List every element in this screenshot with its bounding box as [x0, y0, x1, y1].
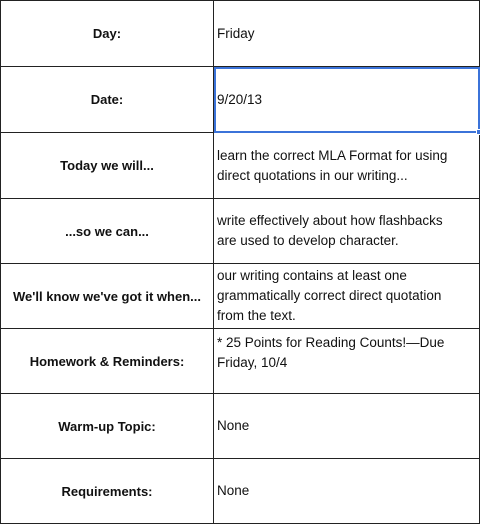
row-label-date[interactable]: Date: — [1, 67, 214, 133]
homework-value[interactable] — [214, 329, 480, 394]
value-line: 9/20/13 — [217, 91, 263, 107]
row-label-day[interactable]: Day: — [1, 1, 214, 67]
value-line: * 25 Points for Reading Counts!—Due — [217, 335, 445, 350]
requirements-value[interactable] — [214, 459, 480, 524]
value-line: Friday, 10/4 — [217, 355, 288, 370]
table-row — [1, 459, 480, 524]
warm-up-value[interactable] — [214, 394, 480, 459]
table-row — [1, 1, 480, 67]
selection-fill-handle[interactable] — [476, 129, 480, 135]
day-value[interactable] — [214, 1, 480, 67]
value-line: write effectively about how flashbacks — [217, 213, 443, 228]
value-line: None — [217, 418, 250, 433]
row-label-requirements[interactable]: Requirements: — [1, 459, 214, 524]
value-line: are used to develop character. — [217, 233, 399, 248]
table-row — [1, 264, 480, 329]
value-line: from the text. — [217, 308, 296, 323]
row-label-so-we-can[interactable]: ...so we can... — [1, 199, 214, 264]
so-we-can-value[interactable] — [214, 199, 480, 264]
today-we-will-value[interactable] — [214, 133, 480, 199]
row-label-today-we-will[interactable]: Today we will... — [1, 133, 214, 199]
table-row — [1, 199, 480, 264]
value-line: Friday — [217, 25, 255, 41]
date-value[interactable] — [214, 67, 480, 133]
value-line: None — [217, 483, 250, 498]
table-row — [1, 133, 480, 199]
row-label-homework[interactable]: Homework & Reminders: — [1, 329, 214, 394]
value-line: grammatically correct direct quotation — [217, 288, 442, 303]
row-label-warm-up[interactable]: Warm-up Topic: — [1, 394, 214, 459]
value-line: direct quotations in our writing... — [217, 167, 408, 183]
table-row — [1, 329, 480, 394]
table-row — [1, 394, 480, 459]
row-label-well-know[interactable]: We'll know we've got it when... — [1, 264, 214, 329]
table-row — [1, 67, 480, 133]
value-line: our writing contains at least one — [217, 268, 407, 283]
value-line: learn the correct MLA Format for using — [217, 147, 448, 163]
well-know-value[interactable] — [214, 264, 480, 329]
